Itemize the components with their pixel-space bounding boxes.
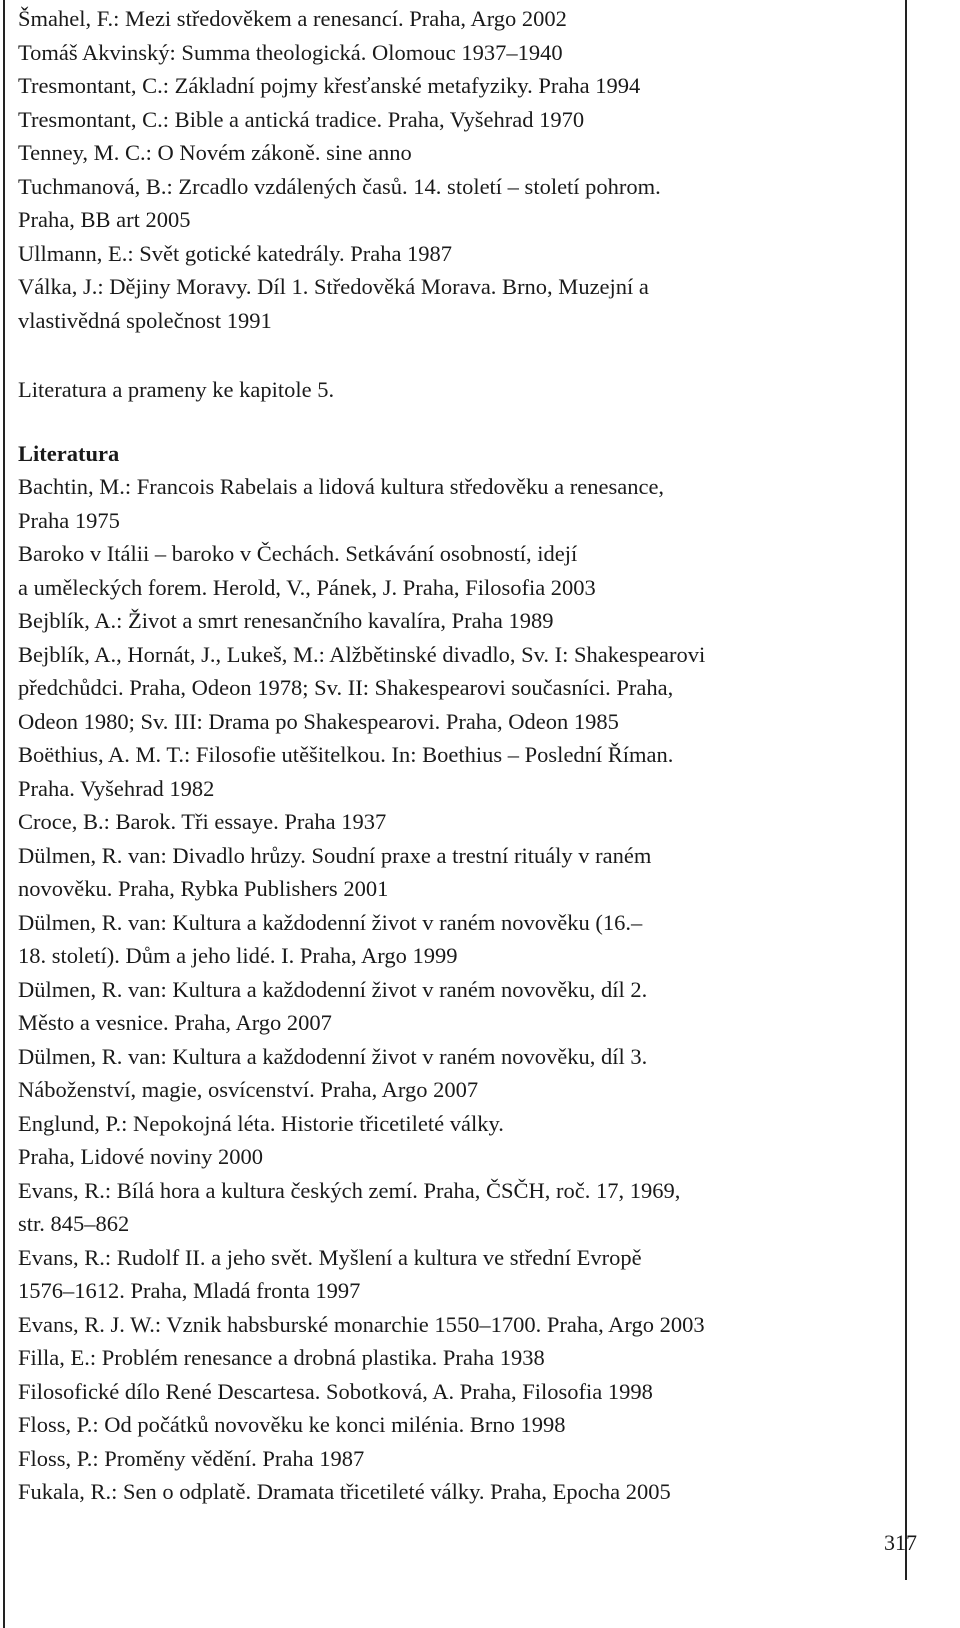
bibliography-entry (18, 537, 898, 604)
bibliography-entry (18, 1040, 898, 1107)
bibliography-entry (18, 2, 898, 36)
bibliography-entry (18, 69, 898, 103)
bibliography-entry (18, 1475, 898, 1509)
bibliography-entry (18, 1375, 898, 1409)
entry-line: Tuchmanová, B.: Zrcadlo vzdálených časů. 14. století – století pohrom. (18, 173, 661, 199)
bibliography-list-bottom (18, 470, 898, 1509)
entry-line: Město a vesnice. Praha, Argo 2007 (18, 1010, 332, 1035)
bibliography-entry (18, 1442, 898, 1476)
subheading-literatura: Literatura (18, 440, 120, 466)
bibliography-list-top (18, 2, 898, 337)
entry-line: Náboženství, magie, osvícenství. Praha, Argo 2007 (18, 1077, 479, 1102)
right-margin-rule (905, 0, 907, 1580)
entry-line: Floss, P.: Proměny vědění. Praha 1987 (18, 1445, 365, 1471)
entry-line: Praha, BB art 2005 (18, 207, 191, 232)
entry-line: Odeon 1980; Sv. III: Drama po Shakespearovi. Praha, Odeon 1985 (18, 708, 619, 734)
bibliography-entry (18, 1241, 898, 1308)
entry-line: Dülmen, R. van: Kultura a každodenní život v raném novověku (16.– (18, 909, 643, 935)
entry-line: Praha, Lidové noviny 2000 (18, 1144, 263, 1169)
entry-line: novověku. Praha, Rybka Publishers 2001 (18, 876, 389, 901)
bibliography-entry (18, 1308, 898, 1342)
bibliography-entry (18, 973, 898, 1040)
entry-line: Evans, R.: Bílá hora a kultura českých zemí. Praha, ČSČH, roč. 17, 1969, (18, 1177, 681, 1203)
entry-line: Tresmontant, C.: Bible a antická tradice. Praha, Vyšehrad 1970 (18, 106, 585, 132)
spacer (18, 337, 898, 373)
bibliography-entry (18, 1341, 898, 1375)
left-margin-rule (3, 0, 5, 1628)
bibliography-page (18, 2, 898, 1509)
bibliography-entry (18, 638, 898, 739)
bibliography-entry (18, 103, 898, 137)
bibliography-entry (18, 906, 898, 973)
entry-line: Bachtin, M.: Francois Rabelais a lidová kultura středověku a renesance, (18, 474, 665, 499)
bibliography-entry (18, 805, 898, 839)
entry-line: předchůdci. Praha, Odeon 1978; Sv. II: Shakespearovi současníci. Praha, (18, 675, 674, 700)
entry-line: 1576–1612. Praha, Mladá fronta 1997 (18, 1278, 361, 1303)
bibliography-entry (18, 604, 898, 638)
bibliography-entry (18, 136, 898, 170)
entry-line: a uměleckých forem. Herold, V., Pánek, J. Praha, Filosofia 2003 (18, 574, 596, 600)
section-title: Literatura a prameny ke kapitole 5. (18, 377, 335, 402)
entry-line: Boëthius, A. M. T.: Filosofie utěšitelkou. In: Boethius – Poslední Říman. (18, 742, 674, 767)
entry-line: Dülmen, R. van: Kultura a každodenní život v raném novověku, díl 3. (18, 1043, 648, 1069)
entry-line: Floss, P.: Od počátků novověku ke konci milénia. Brno 1998 (18, 1412, 566, 1437)
bibliography-entry (18, 470, 898, 537)
entry-line: Bejblík, A., Hornát, J., Lukeš, M.: Alžbětinské divadlo, Sv. I: Shakespearovi (18, 641, 706, 667)
entry-line: Baroko v Itálii – baroko v Čechách. Setkávání osobností, idejí (18, 541, 578, 566)
spacer (18, 407, 898, 437)
entry-line: Tenney, M. C.: O Novém zákoně. sine anno (18, 140, 412, 165)
bibliography-entry (18, 270, 898, 337)
bibliography-entry (18, 170, 898, 237)
entry-line: Croce, B.: Barok. Tři essaye. Praha 1937 (18, 809, 387, 834)
entry-line: Šmahel, F.: Mezi středověkem a renesancí. Praha, Argo 2002 (18, 6, 567, 31)
bibliography-entry (18, 738, 898, 805)
entry-line: Filla, E.: Problém renesance a drobná plastika. Praha 1938 (18, 1345, 545, 1370)
entry-line: Fukala, R.: Sen o odplatě. Dramata třicetileté války. Praha, Epocha 2005 (18, 1479, 671, 1504)
entry-line: Evans, R.: Rudolf II. a jeho svět. Myšlení a kultura ve střední Evropě (18, 1244, 642, 1270)
bibliography-entry (18, 1174, 898, 1241)
entry-line: Praha. Vyšehrad 1982 (18, 775, 215, 801)
bibliography-entry (18, 839, 898, 906)
entry-line: Evans, R. J. W.: Vznik habsburské monarchie 1550–1700. Praha, Argo 2003 (18, 1311, 705, 1337)
entry-line: Filosofické dílo René Descartesa. Sobotková, A. Praha, Filosofia 1998 (18, 1378, 653, 1404)
bibliography-entry (18, 237, 898, 271)
entry-line: Englund, P.: Nepokojná léta. Historie třicetileté války. (18, 1110, 504, 1136)
bibliography-entry (18, 36, 898, 70)
entry-line: Dülmen, R. van: Divadlo hrůzy. Soudní praxe a trestní rituály v raném (18, 842, 652, 868)
entry-line: Dülmen, R. van: Kultura a každodenní život v raném novověku, díl 2. (18, 976, 648, 1002)
page-number: 317 (884, 1530, 917, 1555)
entry-line: 18. století). Dům a jeho lidé. I. Praha, Argo 1999 (18, 943, 458, 968)
bibliography-entry (18, 1408, 898, 1442)
bibliography-entry (18, 1107, 898, 1174)
entry-line: Tomáš Akvinský: Summa theologická. Olomouc 1937–1940 (18, 39, 563, 65)
entry-line: Tresmontant, C.: Základní pojmy křesťanské metafyziky. Praha 1994 (18, 73, 641, 98)
entry-line: vlastivědná společnost 1991 (18, 307, 272, 333)
entry-line: Praha 1975 (18, 507, 120, 533)
entry-line: Bejblík, A.: Život a smrt renesančního kavalíra, Praha 1989 (18, 608, 554, 633)
entry-line: Ullmann, E.: Svět gotické katedrály. Praha 1987 (18, 240, 453, 266)
entry-line: Válka, J.: Dějiny Moravy. Díl 1. Středověká Morava. Brno, Muzejní a (18, 274, 649, 299)
entry-line: str. 845–862 (18, 1211, 130, 1236)
